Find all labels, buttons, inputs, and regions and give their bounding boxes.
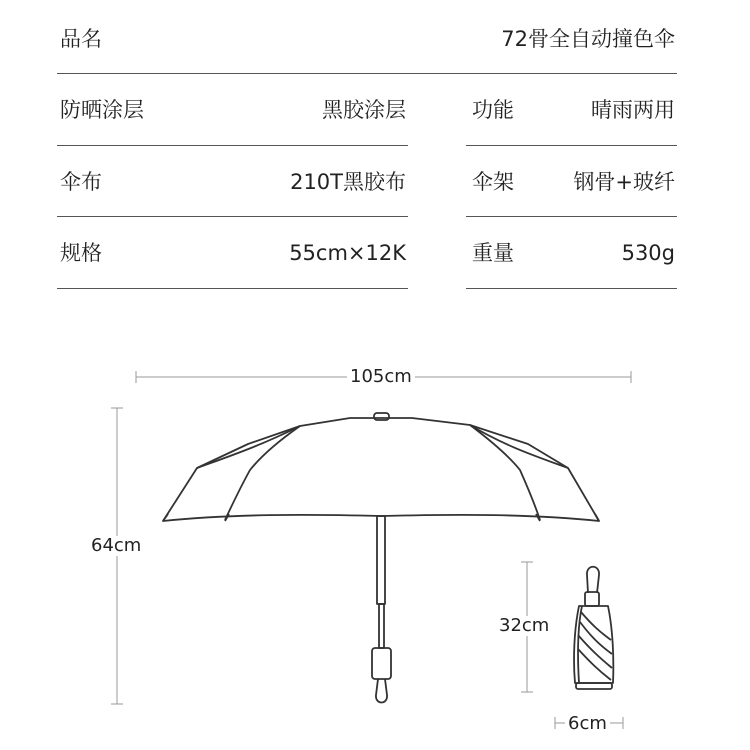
spec-label-weight: 重量 [472, 241, 514, 265]
spec-value-name: 72骨全自动撞色伞 [501, 27, 675, 51]
spec-value-function: 晴雨两用 [591, 98, 675, 122]
canopy-seam [225, 426, 300, 520]
handle-strap [376, 679, 387, 703]
spec-label-coating: 防晒涂层 [60, 98, 144, 122]
spec-label-name: 品名 [60, 27, 102, 51]
umbrella-top-cap [374, 413, 389, 420]
spec-value-weight: 530g [621, 241, 675, 265]
spec-value-size: 55cm×12K [289, 241, 406, 265]
folded-umbrella-drawing [574, 567, 613, 689]
folded-seam [578, 606, 582, 683]
folded-width-label: 6cm [565, 714, 610, 734]
spec-value-frame: 钢骨+玻纤 [573, 170, 675, 194]
folded-height-label: 32cm [496, 616, 552, 636]
spec-label-frame: 伞架 [472, 170, 514, 194]
umbrella-shaft-lower [379, 604, 384, 648]
canopy-seam [470, 425, 540, 520]
dimension-lines [111, 371, 631, 729]
canopy-seam [470, 425, 568, 468]
umbrella-handle [372, 648, 391, 679]
spec-value-fabric: 210T黑胶布 [290, 170, 406, 194]
spec-value-coating: 黑胶涂层 [322, 98, 406, 122]
open-umbrella-drawing [163, 413, 599, 703]
open-height-label: 64cm [88, 536, 144, 556]
folded-stripe [581, 612, 611, 640]
open-width-label: 105cm [347, 367, 415, 387]
spec-label-fabric: 伞布 [60, 170, 102, 194]
spec-label-size: 规格 [60, 241, 102, 265]
folded-stripe [578, 649, 611, 680]
spec-label-function: 功能 [472, 98, 514, 122]
folded-handle [585, 592, 599, 606]
folded-strap-loop [587, 567, 599, 593]
folded-base [576, 683, 612, 689]
umbrella-shaft-upper [377, 516, 385, 604]
umbrella-canopy [163, 418, 599, 521]
